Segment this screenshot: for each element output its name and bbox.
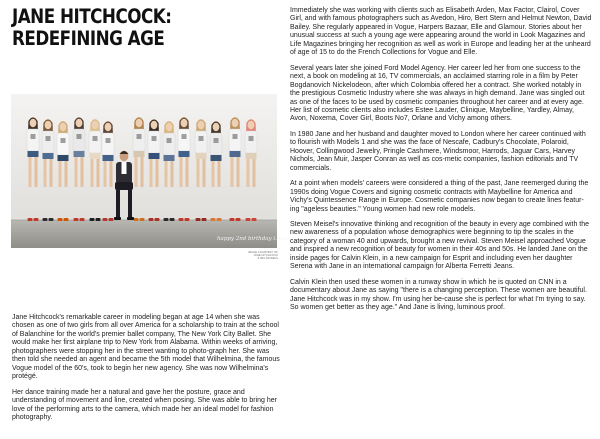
photo-caption-script: happy 2nd birthday i.m.g.	[217, 236, 290, 242]
group-photo	[11, 94, 290, 248]
paragraph: Several years later she joined Ford Model Agency. Her career led her from one success to the next, a book on modeling at 16, TV commercials, an acclaimed starring role in a film by Peter Bogdanovich Nickelodeon, after which Colombia offered her a contract. She worked notably in the prestigious Cosmetic Industry where she was always in high demand. Jane was singled out as one of the faces to be used by cosmetic companies throughout her career and at every age. Her list of cosmetic clients also includes Estee Lauder, Clinique, Maybelline, Yardley, Almay, Avon, Noxema, Cover Girl, Boots No7, Orlane and Vichy among others.	[290, 64, 585, 123]
article-title	[12, 6, 227, 50]
paragraph: Jane Hitchcock's remarkable career in modeling began at age 14 when she was chosen as one of two girls from all over America for a scholarship to train at the school of Balanchine for the world's premier ballet company, The New York City Ballet. She would make her first airplane trip to New York from Alabama. Within weeks of arriving, photographers were stopping her in the street wanting to photo-graph her. She was then told she needed an agent and became the 5th model that Wilhelmina, the famous Vogue model of the 60's, took to begin her new agency. She was now Wilhelmina's protégé.	[12, 314, 280, 381]
right-text-column	[290, 7, 592, 320]
paragraph: At a point when models' careers were considered a thing of the past, Jane reemerged during the 1990s doing Vogue Covers and signing cosmetic contracts with Maybelline for America and Vichy's Quintessence Range in Europe. Cosmetic companies now began to create lines featur-ing "ageless beauties." Young women had new role models.	[290, 180, 589, 213]
title-line-2: REDEFINING AGE	[12, 27, 165, 50]
photo-credit: IMAGE COURTESY OF JANE HITCHCOCK & IMG MODELS	[248, 250, 278, 261]
paragraph: Her dance training made her a natural and gave her the posture, grace and understanding of movement and line, created when posing. She was able to bring her love of the performing arts to the camera, which made her an ideal model for fashion photography.	[12, 388, 278, 421]
group-photo-illustration	[11, 94, 290, 248]
floor	[11, 220, 277, 248]
title-line-1: JANE HITCHCOCK:	[12, 5, 172, 28]
paragraph: Calvin Klein then used these women in a runway show in which he is quoted on CNN in a documentary about Jane as saying "there is a changing perception. These women are beautiful. Jane Hitchcock was in my show. I'm using her be-cause she is perfect for what I'm trying to say. So women get better as they age." And Jane is living, luminous proof.	[290, 278, 587, 312]
paragraph: Steven Meisel's innovative thinking and recognition of the beauty in every age combined with the new awareness of a population whose demographics were beginning to tip the scales in the category of a woman 40 and upwards, brought a new revival. Steven Meisel approached Vogue and inspired a new recognition of beauty for women in their 40s and 50s. He landed Jane on the inside pages for Calvin Klein, in a new campaign for Esprit and including even her daughter Serena with Jane in an international campaign for Alberta Ferretti Jeans.	[290, 220, 590, 271]
paragraph: In 1980 Jane and her husband and daughter moved to London where her career continued with to flourish with Models 1 and she was the face of Nescafe, Cadbury's Chocolate, Polaroid, Hoover, Collingwood Jewelry, Pringle Cashmere, Windsmoor, Harrods, Jaguar Cars, Harvey Nichols, Jean Muir, Jasper Conran as well as cos-metic companies, fashion editorials and TV commercials.	[290, 130, 586, 172]
left-text-column	[12, 314, 280, 429]
paragraph: Immediately she was working with clients such as Elisabeth Arden, Max Factor, Clairol, Cover Girl, and with famous photographers such as Avedon, Hiro, Bert Stern and Helmut Newton, David Bailey. She regularly appeared in Vogue, Harpers Bazaar, Elle and Glamour. Stories about her unusual success at such a young age were appearing around the world in Look Magazines and Life Magazines bringing her recognition as well as work in Europe and leading her at the unheard of age of 15 to do the French Collections for Vogue and Elle.	[290, 7, 592, 57]
